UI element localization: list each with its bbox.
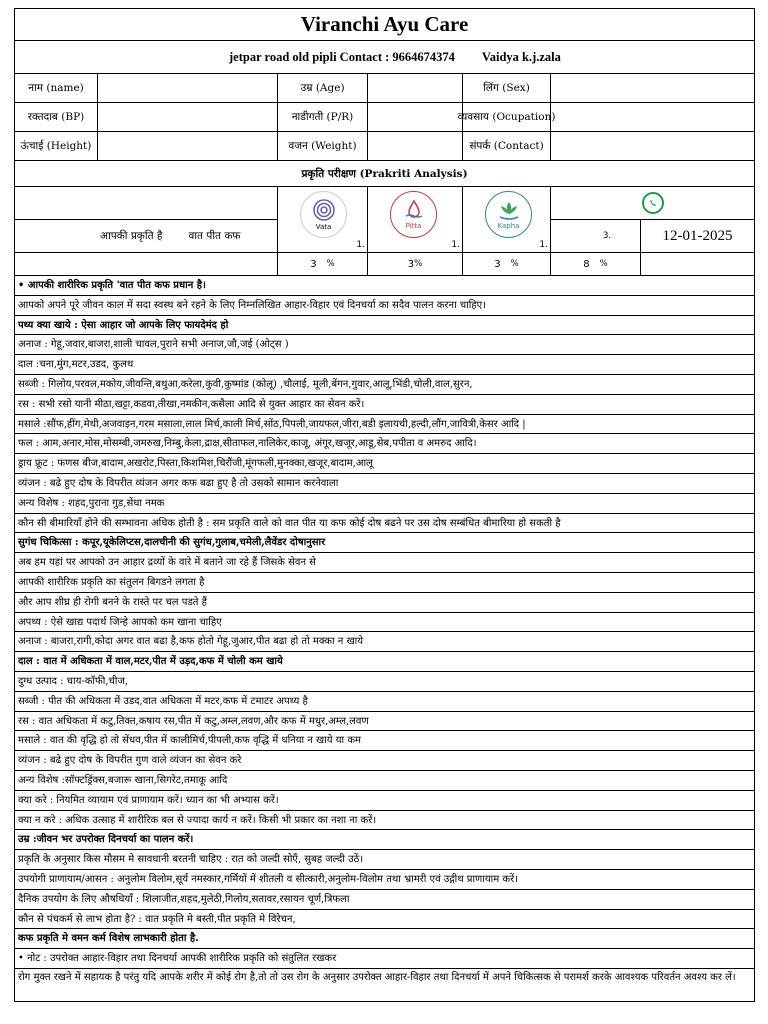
recommendation-line: सब्जी : पीत की अधिकता में उडद,वात अधिकता में मटर,कफ में टमाटर अपथ्य है — [15, 692, 754, 712]
age-field[interactable] — [368, 74, 463, 103]
vata-number: 1. — [356, 240, 365, 250]
recommendation-line: उपयोगी प्राणायाम/आसन : अनुलोम विलोम,सूर्य नमस्कार,गर्मियों में शीतली व सीत्कारी,अनुलोम-विलोम तथा भ्रामरी एवं उद्गीथ प्राणायाम करें। — [15, 870, 754, 890]
recommendation-line: व्यंजन : बढे हुए दोष के विपरीत व्यंजन अगर कफ बढा हुए है तो उसको सामान करनेवाला — [15, 474, 754, 494]
recommendation-line: कौन से पंचकर्म से लाभ होता है? : वात प्रकृति मे बस्ती,पीत प्रकृति मे विरेचन, — [15, 910, 754, 930]
recommendation-line: कौन सी बीमारियाँ होने की सम्भावना अधिक होती है : सम प्रकृति वाले को वात पीत या कफ कोई दोष बढने पर उस दोष सम्बंधित बीमारिया हो सकती है — [15, 514, 754, 534]
recommendation-line: सब्जी : गिलोय,परवल,मकोय,जीवन्ति,बथुआ,करेला,कुवी,कुष्मांड (कोलू) ,चौलाई, मूली,बेंगन,गुवार,आलू,भिंडी,चोली,वाल,सुरन, — [15, 375, 754, 395]
pulse-label: नाडीगती (P/R) — [278, 103, 368, 132]
whatsapp-cell — [551, 187, 754, 220]
recommendation-line: अनाज : बाजरा,रागी,कोदा अगर वात बढा है,कफ होतो गेहू,जुआर,पीत बढा हो तो मक्का न खाये — [15, 632, 754, 652]
recommendation-line: क्या करे : नियमित व्यायाम एवं प्राणायाम करें। ध्यान का भी अभ्यास करें। — [15, 791, 754, 811]
weight-field[interactable] — [368, 132, 463, 161]
recommendation-line: उम्र :जीवन भर उपरोक्त दिनचर्या का पालन करें। — [15, 830, 754, 850]
occupation-label: व्यवसाय (Ocupation) — [463, 103, 551, 132]
prakriti-report-sheet — [14, 8, 755, 1002]
recommendation-line: प्रकृति के अनुसार किस मौसम मे सावधानी बरतनी चाहिए : रात को जल्दी सोएँ, सुबह जल्दी उठें। — [15, 850, 754, 870]
recommendation-line: आपकी शारीरिक प्रकृति का संतुलन बिगडने लगता है — [15, 573, 754, 593]
recommendation-line: ड्राय फ्रूट : फणस बीज,बादाम,अखरोट,पिस्ता,किशमिश,चिरौंजी,मूंगफली,मुनक्का,खजूर,बादाम,आलू — [15, 454, 754, 474]
recommendation-line: फल : आम,अनार,मोस,मोसम्बी,जमरुख,निम्बु,केला,द्राक्ष,सीताफल,नालिकेर,काजू, अंगूर,खजूर,आडू,सेब,पपीता व अमरुद आदि। — [15, 434, 754, 454]
recommendation-line: अब हम यहां पर आपको उन आहार द्रव्यों के वारे में बताने जा रहे हैं जिसके सेवन से — [15, 553, 754, 573]
height-field[interactable] — [98, 132, 278, 161]
sex-label: लिंग (Sex) — [463, 74, 551, 103]
percent-blank-end — [641, 253, 754, 276]
extra-percent: 8 % — [551, 253, 641, 276]
recommendation-line: अन्य विशेष : शहद,पुराना गुड,सेंधा नमक — [15, 494, 754, 514]
bp-label: रक्तदाब (BP) — [15, 103, 98, 132]
vata-label: Vata — [315, 223, 332, 231]
recommendation-line: • नोट : उपरोक्त आहार-विहार तथा दिनचर्या आपकी शारीरिक प्रकृति को संतुलित रखकर — [15, 949, 754, 969]
recommendation-line: अपथ्य : ऐसे खाद्य पदार्थ जिन्हे आपको कम खाना चाहिए — [15, 613, 754, 633]
vata-percent: 3 % — [278, 253, 368, 276]
recommendation-line: मसाले : वात की वृद्धि हो तो सेंधव,पीत में कालीमिर्च,पीपली,कफ वृद्धि में धनिया न खाये या कम — [15, 731, 754, 751]
recommendation-line: दुग्ध उत्पाद : चाय-कॉफी,चीज, — [15, 672, 754, 692]
recommendation-line: रोग मुक्त रखने में सहायक है परंतु यदि आपके शरीर में कोई रोग है,तो तो उस रोग के अनुसार उपरोक्त आहार-विहार तथा दिनचर्या में अपने चिकित्सक से परामर्श करके आवश्यक परिवर्तन अवश्य कर लें। — [18, 971, 736, 983]
name-label: नाम (name) — [15, 74, 98, 103]
pitta-icon — [390, 191, 437, 238]
clinic-contact-line — [15, 41, 754, 74]
recommendation-line: क्या न करे : अधिक उत्साह में शारीरिक बल से ज्यादा कार्य न करें। किसी भी प्रकार का नशा ना करें। — [15, 811, 754, 831]
clinic-address: jetpar road old pipli Contact : 9664674374 — [229, 50, 455, 64]
your-prakriti-value: वात पीत कफ — [188, 230, 241, 242]
pitta-cell — [368, 187, 463, 253]
contact-label: संपर्क (Contact) — [463, 132, 551, 161]
recommendation-line: रस : वात अधिकता में कटु,तिक्त,कषाय रस,पीत में कटु,अम्ल,लवण,और कफ में मधुर,अम्ल,लवण — [15, 712, 754, 732]
weight-label: वजन (Weight) — [278, 132, 368, 161]
recommendation-line: और आप शीघ्र ही रोगी बनने के रास्ते पर चल पडते हैं — [15, 593, 754, 613]
bp-field[interactable] — [98, 103, 278, 132]
contact-field[interactable] — [551, 132, 754, 161]
recommendation-line: दाल : वात में अधिकता में वाल,मटर,पीत में उड़द,कफ में चोली कम खाये — [15, 652, 754, 672]
pitta-percent: 3 % — [368, 253, 463, 276]
your-prakriti-cell — [15, 220, 278, 253]
recommendation-line: मसाले :सौंफ,हींग,मेथी,अजवाइन,गरम मसाला,लाल मिर्च,काली मिर्च,सोंठ,पिपली,जायफल,जीरा,बडी इलायची,हल्दी,लौंग,जावित्री,केसर आदि | — [15, 415, 754, 435]
pct-blank — [15, 253, 278, 276]
recommendation-line: रस : सभी रसो यानी मीठा,खट्टा,कडवा,तीखा,नमकीन,कसैला आदि से युक्त आहार का सेवन करें। — [15, 395, 754, 415]
sex-field[interactable] — [551, 74, 754, 103]
prakriti-analysis-grid — [15, 187, 754, 276]
pitta-label: Pitta — [405, 222, 422, 230]
kapha-percent: 3 % — [463, 253, 551, 276]
report-date: 12-01-2025 — [641, 220, 754, 253]
doctor-name: Vaidya k.j.zala — [481, 50, 561, 64]
kapha-number: 1. — [539, 240, 548, 250]
kapha-cell — [463, 187, 551, 253]
occupation-field[interactable] — [551, 103, 754, 132]
recommendation-line: • आपकी शारीरिक प्रकृति 'वात पीत कफ प्रधान है। — [15, 276, 754, 296]
clinic-name: Viranchi Ayu Care — [15, 9, 754, 41]
vata-cell — [278, 187, 368, 253]
recommendation-lines — [15, 276, 754, 1001]
pulse-field[interactable] — [368, 103, 463, 132]
recommendation-line: दैनिक उपयोग के लिए औषधियाँ : शिलाजीत,शहद,मुलेठी,गिलोय,सतावर,रसायन चूर्ण,त्रिफला — [15, 890, 754, 910]
recommendation-line: अन्य विशेष :सॉफ्टड्रिंक्स,बजारू खाना,सिगरेट,तमाकू आदि — [15, 771, 754, 791]
recommendation-line: सुगंध चिकित्सा : कपूर,यूकेलिप्टस,दालचीनी की सुगंध,गुलाब,चमेली,लैवेंडर दोषानुसार — [15, 533, 754, 553]
name-field[interactable] — [98, 74, 278, 103]
recommendation-line: दाल :चना,मुंग,मटर,उडद, कुलथ — [15, 355, 754, 375]
pitta-number: 1. — [451, 240, 460, 250]
patient-info-grid — [15, 74, 754, 161]
whatsapp-icon[interactable] — [642, 192, 664, 214]
recommendation-line: पथ्य क्या खाये : ऐसा आहार जो आपके लिए फायदेमंद हो — [15, 316, 754, 336]
prakriti-blank-cell — [15, 187, 278, 220]
height-label: ऊंचाई (Height) — [15, 132, 98, 161]
vata-icon — [300, 191, 347, 238]
item-number: 3. — [551, 220, 641, 253]
recommendation-line: अनाज : गेहू,जवार,बाजरा,शाली चावल,पुराने सभी अनाज,जौ,जई (ओट्स ) — [15, 335, 754, 355]
recommendation-line: व्यंजन : बढे हुए दोष के विपरीत गुण वाले व्यंजन का सेवन करे — [15, 751, 754, 771]
kapha-icon — [485, 191, 532, 238]
recommendation-line: कफ प्रकृति मे वमन कर्म विशेष लाभकारी होता है. — [15, 929, 754, 949]
age-label: उम्र (Age) — [278, 74, 368, 103]
your-prakriti-label: आपकी प्रकृति है — [100, 230, 163, 242]
recommendation-line: आपको अपने पूरे जीवन काल में सदा स्वस्थ बने रहने के लिए निम्नलिखित आहार-विहार एवं दिनचर्या का सदैव पालन करना चाहिए। — [15, 296, 754, 316]
kapha-label: Kapha — [497, 222, 520, 230]
prakriti-analysis-heading: प्रकृति परीक्षण (Prakriti Analysis) — [15, 161, 754, 187]
